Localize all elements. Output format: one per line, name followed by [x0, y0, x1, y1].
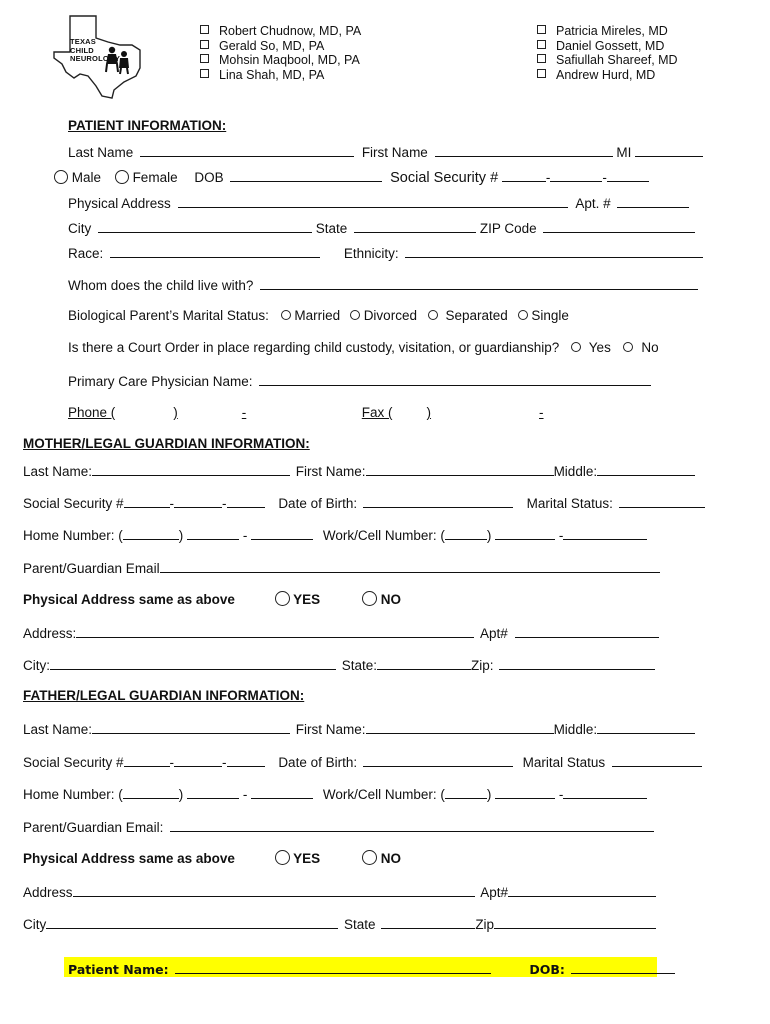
- marital-status-label: Biological Parent’s Marital Status:: [68, 308, 269, 323]
- father-state-label: State: [344, 917, 376, 932]
- father-ssn-field-3[interactable]: [227, 753, 265, 767]
- father-city-row: [23, 915, 656, 932]
- father-apt-field[interactable]: [508, 883, 656, 897]
- mother-marital-label: Marital Status:: [526, 496, 613, 511]
- city-field[interactable]: [98, 219, 312, 233]
- mother-address-row: [23, 624, 659, 641]
- pcp-label: Primary Care Physician Name:: [68, 374, 253, 389]
- ethnicity-field[interactable]: [405, 244, 703, 258]
- checkbox[interactable]: [537, 25, 546, 34]
- lives-with-field[interactable]: [260, 276, 698, 290]
- separated-radio[interactable]: [428, 310, 438, 320]
- father-last-name-label: Last Name:: [23, 722, 93, 737]
- father-dob-label: Date of Birth:: [278, 755, 358, 770]
- mother-zip-label: Zip:: [471, 658, 494, 673]
- mother-email-row: [23, 559, 660, 576]
- mother-home-line-field[interactable]: [251, 526, 313, 540]
- mother-info-heading: MOTHER/LEGAL GUARDIAN INFORMATION:: [23, 436, 310, 451]
- doctor-option[interactable]: Robert Chudnow, MD, PA: [200, 24, 361, 39]
- single-radio[interactable]: [518, 310, 528, 320]
- mother-home-area-field[interactable]: [123, 526, 179, 540]
- mother-same-no-radio[interactable]: [362, 591, 377, 606]
- mother-same-address-label: Physical Address same as above: [23, 592, 235, 607]
- mother-zip-field[interactable]: [499, 656, 655, 670]
- father-zip-label: Zip: [475, 917, 495, 932]
- mother-work-prefix-field[interactable]: [495, 526, 555, 540]
- father-dob-field[interactable]: [363, 753, 513, 767]
- father-state-field[interactable]: [381, 915, 475, 929]
- last-name-field[interactable]: [140, 143, 354, 157]
- doctor-list-left: [200, 24, 361, 82]
- logo-text-line1: TEXAS: [70, 37, 97, 46]
- father-marital-label: Marital Status: [522, 755, 606, 770]
- father-ssn-field-2[interactable]: [174, 753, 222, 767]
- mother-work-label: Work/Cell Number: (: [322, 528, 445, 543]
- city-label: City: [68, 221, 92, 236]
- father-apt-label: Apt#: [480, 885, 509, 900]
- checkbox[interactable]: [200, 25, 209, 34]
- mother-email-label: Parent/Guardian Email: [23, 561, 160, 576]
- footer-patient-name-label: Patient Name:: [68, 962, 169, 977]
- first-name-label: First Name: [361, 145, 428, 160]
- mother-first-name-label: First Name:: [295, 464, 366, 479]
- mother-ssn-field-1[interactable]: [124, 494, 170, 508]
- father-same-no-radio[interactable]: [362, 850, 377, 865]
- doctor-option[interactable]: Safiullah Shareef, MD: [537, 53, 678, 68]
- court-no-radio[interactable]: [623, 342, 633, 352]
- father-work-line-field[interactable]: [563, 785, 647, 799]
- mother-city-field[interactable]: [50, 656, 336, 670]
- dob-label: DOB: [194, 170, 224, 185]
- mother-state-field[interactable]: [377, 656, 471, 670]
- mi-field[interactable]: [635, 143, 703, 157]
- doctor-option[interactable]: Gerald So, MD, PA: [200, 39, 361, 54]
- logo-text-line3: NEUROLOGY: [70, 54, 121, 63]
- patient-city-row: [68, 219, 695, 236]
- married-radio[interactable]: [281, 310, 291, 320]
- patient-name-row: [68, 143, 703, 160]
- mother-ssn-field-3[interactable]: [227, 494, 265, 508]
- male-radio[interactable]: [54, 170, 68, 184]
- mother-home-prefix-field[interactable]: [187, 526, 239, 540]
- father-ssn-row: Social Security # - - Date of Birth: Marital Status: [23, 753, 702, 770]
- zip-label: ZIP Code: [479, 221, 537, 236]
- mother-marital-field[interactable]: [619, 494, 705, 508]
- ssn-field-3[interactable]: [607, 168, 649, 182]
- checkbox[interactable]: [200, 69, 209, 78]
- mother-ssn-field-2[interactable]: [174, 494, 222, 508]
- logo-text-line2: CHILD: [70, 45, 94, 55]
- mother-same-yes-radio[interactable]: [275, 591, 290, 606]
- court-order-row: [68, 340, 659, 355]
- divorced-label: Divorced: [363, 308, 417, 323]
- ssn-field-1[interactable]: [502, 168, 546, 182]
- state-label: State: [315, 221, 348, 236]
- father-same-no-label: NO: [380, 851, 401, 866]
- father-zip-field[interactable]: [494, 915, 656, 929]
- father-address-row: [23, 883, 656, 900]
- female-label: Female: [132, 170, 178, 185]
- father-home-label: Home Number: (: [23, 787, 123, 802]
- mother-state-label: State:: [341, 658, 378, 673]
- father-work-label: Work/Cell Number: (: [322, 787, 445, 802]
- checkbox[interactable]: [537, 54, 546, 63]
- father-email-label: Parent/Guardian Email:: [23, 820, 164, 835]
- apt-field[interactable]: [617, 194, 689, 208]
- ssn-label: Social Security #: [390, 170, 499, 186]
- physical-address-label: Physical Address: [68, 196, 171, 211]
- apt-label: Apt. #: [575, 196, 611, 211]
- father-last-name-field[interactable]: [92, 720, 290, 734]
- mother-work-line-field[interactable]: [563, 526, 647, 540]
- mother-home-label: Home Number: (: [23, 528, 123, 543]
- father-name-row: [23, 720, 695, 737]
- father-ssn-field-1[interactable]: [124, 753, 170, 767]
- doctor-list-right: [537, 24, 678, 82]
- lives-with-label: Whom does the child live with?: [68, 278, 254, 293]
- father-home-prefix-field[interactable]: [187, 785, 239, 799]
- mother-address-label: Address:: [23, 626, 77, 641]
- patient-sex-row: Male Female DOB Social Security # - -: [54, 168, 649, 186]
- lives-with-row: [68, 276, 698, 293]
- doctor-option[interactable]: Mohsin Maqbool, MD, PA: [200, 53, 361, 68]
- father-phone-row: Home Number: ( ) - Work/Cell Number: ( ) -: [23, 785, 647, 802]
- father-city-label: City: [23, 917, 47, 932]
- mother-dob-label: Date of Birth:: [278, 496, 358, 511]
- mother-same-yes-label: YES: [293, 592, 321, 607]
- checkbox[interactable]: [537, 40, 546, 49]
- mother-city-row: [23, 656, 655, 673]
- father-email-row: [23, 818, 654, 835]
- pcp-field[interactable]: [259, 372, 651, 386]
- divorced-radio[interactable]: [350, 310, 360, 320]
- mother-same-address-row: [23, 591, 401, 607]
- phone-field[interactable]: Phone ( ) -: [68, 405, 247, 420]
- race-field[interactable]: [110, 244, 320, 258]
- mother-address-field[interactable]: [76, 624, 474, 638]
- patient-address-row: [68, 194, 689, 211]
- father-first-name-label: First Name:: [295, 722, 366, 737]
- ethnicity-label: Ethnicity:: [343, 246, 399, 261]
- father-middle-field[interactable]: [597, 720, 695, 734]
- checkbox[interactable]: [200, 40, 209, 49]
- father-work-area-field[interactable]: [445, 785, 487, 799]
- father-home-line-field[interactable]: [251, 785, 313, 799]
- dob-field[interactable]: [230, 168, 382, 182]
- father-middle-label: Middle:: [553, 722, 598, 737]
- mi-label: MI: [616, 145, 632, 160]
- race-label: Race:: [68, 246, 104, 261]
- father-address-field[interactable]: [73, 883, 475, 897]
- married-label: Married: [294, 308, 341, 323]
- first-name-field[interactable]: [435, 143, 613, 157]
- mother-middle-field[interactable]: [597, 462, 695, 476]
- checkbox[interactable]: [537, 69, 546, 78]
- mother-first-name-field[interactable]: [366, 462, 554, 476]
- mother-email-field[interactable]: [160, 559, 660, 573]
- practice-logo: [52, 12, 146, 100]
- father-ssn-label: Social Security #: [23, 755, 124, 770]
- mother-apt-label: Apt#: [480, 626, 508, 641]
- mother-last-name-field[interactable]: [92, 462, 290, 476]
- mother-middle-label: Middle:: [553, 464, 598, 479]
- father-city-field[interactable]: [46, 915, 338, 929]
- single-label: Single: [531, 308, 569, 323]
- mother-same-no-label: NO: [380, 592, 401, 607]
- father-home-area-field[interactable]: [123, 785, 179, 799]
- fax-field[interactable]: Fax ( ) -: [361, 405, 544, 420]
- court-no-label: No: [641, 340, 659, 355]
- father-same-address-row: [23, 850, 401, 866]
- father-same-address-label: Physical Address same as above: [23, 851, 235, 866]
- father-same-yes-radio[interactable]: [275, 850, 290, 865]
- father-marital-field[interactable]: [612, 753, 702, 767]
- zip-field[interactable]: [543, 219, 695, 233]
- female-radio[interactable]: [115, 170, 129, 184]
- court-yes-label: Yes: [588, 340, 611, 355]
- mother-phone-row: Home Number: ( ) - Work/Cell Number: ( ) -: [23, 526, 647, 543]
- court-order-label: Is there a Court Order in place regarding child custody, visitation, or guardianship?: [68, 340, 560, 355]
- mother-work-area-field[interactable]: [445, 526, 487, 540]
- patient-info-heading: PATIENT INFORMATION:: [68, 118, 227, 133]
- father-same-yes-label: YES: [293, 851, 321, 866]
- pcp-row: [68, 372, 651, 389]
- phone-fax-row: [68, 405, 616, 420]
- footer-row: [68, 960, 675, 977]
- mother-city-label: City:: [23, 658, 50, 673]
- doctor-option[interactable]: Lina Shah, MD, PA: [200, 68, 361, 83]
- footer-dob-field[interactable]: [571, 960, 675, 974]
- father-address-label: Address: [23, 885, 73, 900]
- marital-status-row: [68, 308, 569, 323]
- separated-label: Separated: [445, 308, 508, 323]
- footer-patient-name-field[interactable]: [175, 960, 491, 974]
- father-email-field[interactable]: [170, 818, 654, 832]
- mother-last-name-label: Last Name:: [23, 464, 93, 479]
- patient-race-row: [68, 244, 703, 261]
- state-field[interactable]: [354, 219, 476, 233]
- father-work-prefix-field[interactable]: [495, 785, 555, 799]
- mother-apt-field[interactable]: [515, 624, 659, 638]
- ssn-field-2[interactable]: [550, 168, 602, 182]
- court-yes-radio[interactable]: [571, 342, 581, 352]
- mother-ssn-label: Social Security #: [23, 496, 124, 511]
- physical-address-field[interactable]: [178, 194, 568, 208]
- footer-dob-label: DOB:: [529, 962, 565, 977]
- mother-dob-field[interactable]: [363, 494, 513, 508]
- doctor-option[interactable]: Andrew Hurd, MD: [537, 68, 678, 83]
- father-first-name-field[interactable]: [366, 720, 554, 734]
- male-label: Male: [71, 170, 102, 185]
- father-info-heading: FATHER/LEGAL GUARDIAN INFORMATION:: [23, 688, 305, 703]
- mother-name-row: [23, 462, 695, 479]
- mother-ssn-row: Social Security # - - Date of Birth: Marital Status:: [23, 494, 705, 511]
- checkbox[interactable]: [200, 54, 209, 63]
- doctor-option[interactable]: Daniel Gossett, MD: [537, 39, 678, 54]
- doctor-option[interactable]: Patricia Mireles, MD: [537, 24, 678, 39]
- last-name-label: Last Name: [68, 145, 134, 160]
